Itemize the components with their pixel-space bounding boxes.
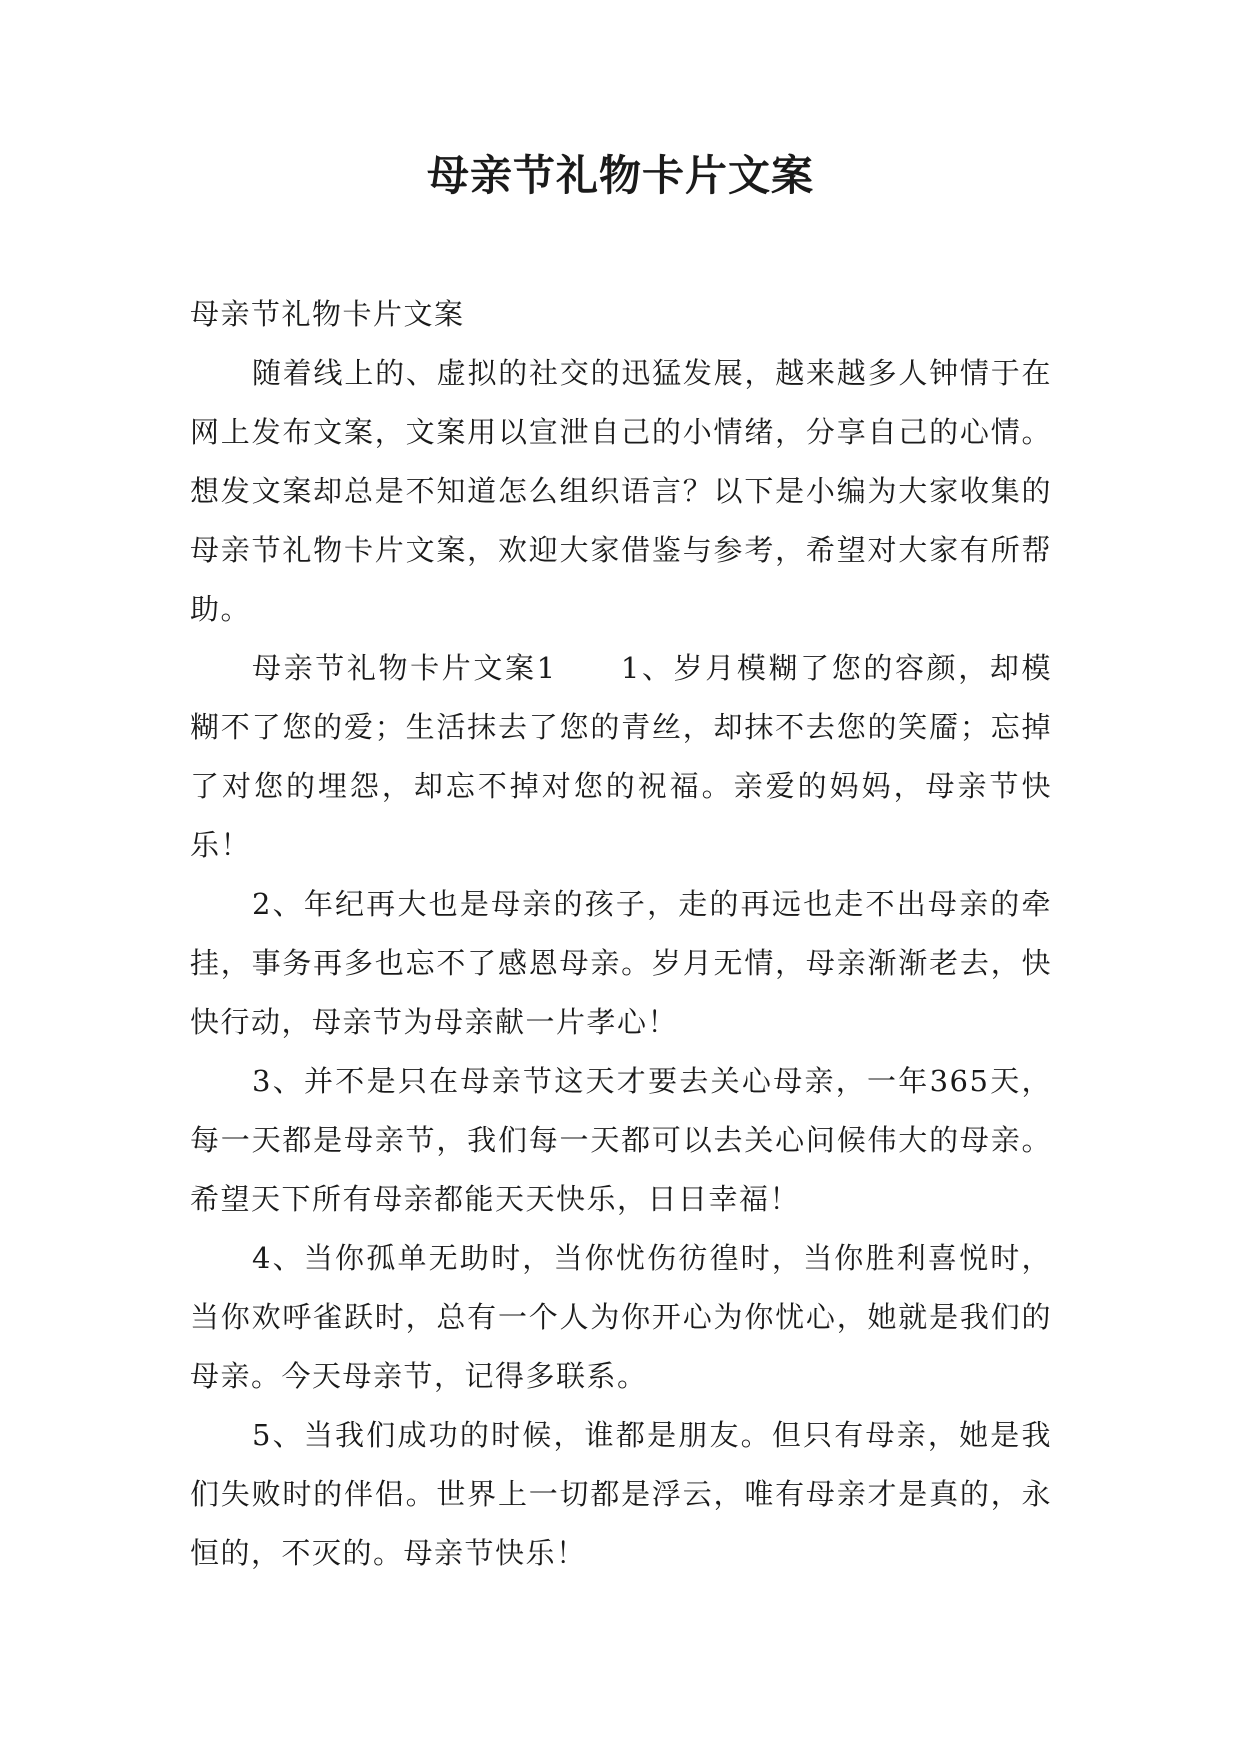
document-title: 母亲节礼物卡片文案 (426, 151, 814, 200)
subtitle-paragraph: 母亲节礼物卡片文案 (190, 297, 465, 331)
item-4-paragraph: 4、当你孤单无助时，当你忧伤彷徨时，当你胜利喜悦时，当你欢呼雀跃时，总有一个人为你开心为你忧心，她就是我们的母亲。今天母亲节，记得多联系。 (190, 1241, 1052, 1393)
item-2-paragraph: 2、年纪再大也是母亲的孩子，走的再远也走不出母亲的牵挂，事务再多也忘不了感恩母亲。岁月无情，母亲渐渐老去，快快行动，母亲节为母亲献一片孝心！ (190, 887, 1052, 1039)
item-5-paragraph: 5、当我们成功的时候，谁都是朋友。但只有母亲，她是我们失败时的伴侣。世界上一切都是浮云，唯有母亲才是真的，永恒的，不灭的。母亲节快乐！ (190, 1418, 1052, 1570)
item-3-paragraph: 3、并不是只在母亲节这天才要去关心母亲，一年365天，每一天都是母亲节，我们每一天都可以去关心问候伟大的母亲。希望天下所有母亲都能天天快乐，日日幸福！ (190, 1064, 1052, 1216)
intro-paragraph: 随着线上的、虚拟的社交的迅猛发展，越来越多人钟情于在网上发布文案，文案用以宣泄自己的小情绪，分享自己的心情。想发文案却总是不知道怎么组织语言？以下是小编为大家收集的母亲节礼物卡片文案，欢迎大家借鉴与参考，希望对大家有所帮助。 (190, 356, 1052, 626)
section-1-paragraph: 母亲节礼物卡片文案1 1、岁月模糊了您的容颜，却模糊不了您的爱；生活抹去了您的青丝，却抹不去您的笑靥；忘掉了对您的埋怨，却忘不掉对您的祝福。亲爱的妈妈，母亲节快乐！ (190, 651, 1052, 862)
document-body (190, 285, 1052, 1583)
